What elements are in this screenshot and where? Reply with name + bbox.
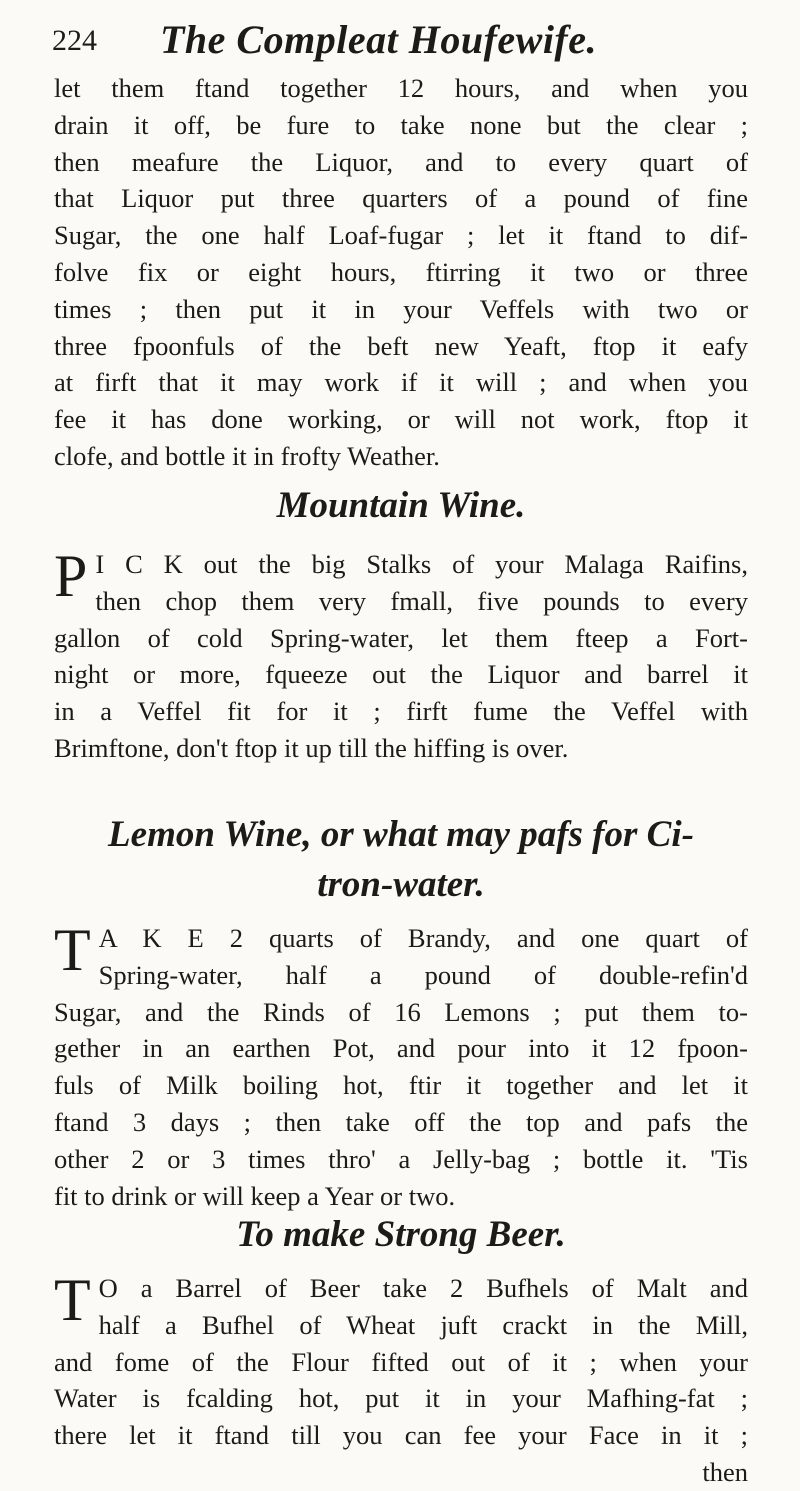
text-line: gether in an earthen Pot, and pour into it 12 fpoon- xyxy=(54,1033,748,1064)
text-line: I C K out the big Stalks of your Malaga Raifins, xyxy=(95,549,748,579)
text-line: three fpoonfuls of the beft new Yeaft, ftop it eafy xyxy=(54,330,748,361)
text-line: clofe, and bottle it in frofty Weather. xyxy=(54,440,440,471)
drop-cap: P xyxy=(54,543,88,609)
running-title: The Compleat Houfewife. xyxy=(160,17,598,62)
lemon-wine-paragraph xyxy=(54,917,748,1214)
heading-mountain-wine: Mountain Wine. xyxy=(276,485,526,526)
text-line: and fome of the Flour fifted out of it ; when your xyxy=(54,1346,748,1377)
page-header xyxy=(52,12,760,62)
heading-strong-beer: To make Strong Beer. xyxy=(236,1214,566,1255)
text-line: at firft that it may work if it will ; and when you xyxy=(54,367,748,398)
text-line: O a Barrel of Beer take 2 Bufhels of Malt and xyxy=(98,1273,748,1303)
page-number: 224 xyxy=(52,24,97,57)
text-line: night or more, fqueeze out the Liquor and barrel it xyxy=(54,659,748,690)
text-line: Brimftone, don't ftop it up till the hiffing is over. xyxy=(54,732,569,763)
heading-line: Lemon Wine, or what may pafs for Ci- xyxy=(108,814,694,855)
text-line: Sugar, the one half Loaf-fugar ; let it ftand to dif- xyxy=(54,220,748,251)
text-line: in a Veffel fit for it ; firft fume the Veffel with xyxy=(54,696,748,727)
intro-paragraph xyxy=(54,70,748,475)
text-line: that Liquor put three quarters of a pound of fine xyxy=(54,183,748,214)
text-line: fee it has done working, or will not work, ftop it xyxy=(54,404,748,435)
text-line: drain it off, be fure to take none but the clear ; xyxy=(54,109,748,140)
catchword: then xyxy=(702,1456,748,1487)
text-line: half a Bufhel of Wheat juft crackt in the Mill, xyxy=(98,1309,748,1340)
text-line: fuls of Milk boiling hot, ftir it together and let it xyxy=(54,1070,748,1101)
text-line: let them ftand together 12 hours, and when you xyxy=(54,73,748,103)
drop-cap: T xyxy=(54,1267,91,1333)
text-line: times ; then put it in your Veffels with two or xyxy=(54,293,748,324)
text-line: ftand 3 days ; then take off the top and pafs the xyxy=(54,1106,748,1137)
text-line: Water is fcalding hot, put it in your Mafhing-fat ; xyxy=(54,1383,748,1414)
heading-lemon-wine xyxy=(54,810,748,910)
text-line: Sugar, and the Rinds of 16 Lemons ; put them to- xyxy=(54,996,748,1027)
drop-cap: T xyxy=(54,917,91,983)
text-line: fit to drink or will keep a Year or two. xyxy=(54,1180,456,1211)
mountain-wine-paragraph xyxy=(54,543,748,767)
text-line: there let it ftand till you can fee your Face in it ; xyxy=(54,1420,748,1451)
text-line: folve fix or eight hours, ftirring it two or three xyxy=(54,256,748,287)
text-line: then chop them very fmall, five pounds to every xyxy=(95,585,748,616)
text-line: Spring-water, half a pound of double-refin'd xyxy=(98,959,748,990)
text-line: then meafure the Liquor, and to every quart of xyxy=(54,146,748,177)
heading-line: tron-water. xyxy=(317,864,485,905)
text-line: gallon of cold Spring-water, let them fteep a Fort- xyxy=(54,622,748,653)
text-line: other 2 or 3 times thro' a Jelly-bag ; bottle it. 'Tis xyxy=(54,1143,748,1174)
text-line: A K E 2 quarts of Brandy, and one quart of xyxy=(98,923,748,953)
strong-beer-paragraph xyxy=(54,1267,748,1491)
